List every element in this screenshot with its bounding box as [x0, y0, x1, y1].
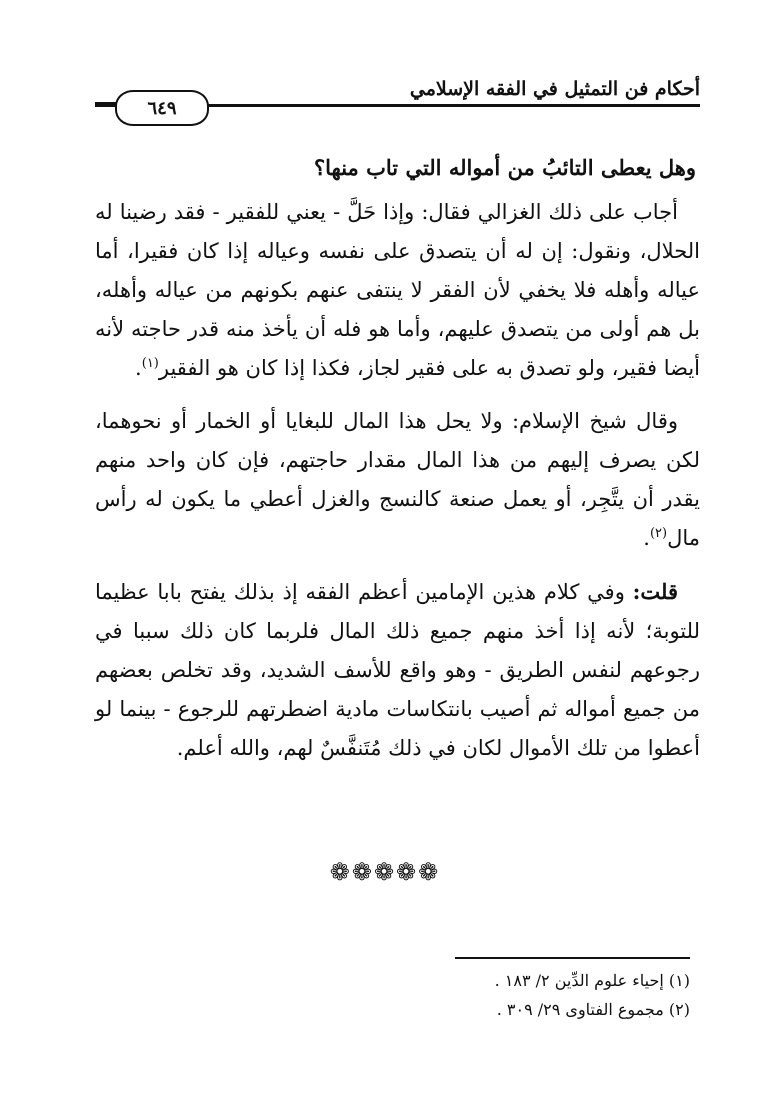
page-header	[95, 72, 700, 122]
footnote-2: (٢) مجموع الفتاوى ٢٩/ ٣٠٩ .	[496, 1000, 690, 1019]
header-rule-left	[95, 102, 117, 105]
paragraph-text: وقال شيخ الإسلام: ولا يحل هذا المال للبغايا أو الخمار أو نحوهما، لكن يصرف إليهم من هذا المال مقدار حاجتهم، فإن كان واحد منهم يقدر أن يتَّجِر، أو يعمل صنعة كالنسج والغزل أعطي ما يكون له رأس مال	[95, 409, 700, 550]
paragraph-author-comment	[95, 572, 700, 768]
page-number: ٦٤٩	[147, 97, 177, 119]
footnote-ref-2[interactable]: (٢)	[649, 526, 668, 541]
footnote-ref-1[interactable]: (١)	[141, 356, 159, 371]
footnote-1: (١) إحياء علوم الدِّين ٢/ ١٨٣ .	[494, 971, 690, 990]
main-text	[95, 148, 700, 782]
footnote-separator	[455, 957, 690, 959]
page-number-badge	[115, 90, 209, 126]
section-heading: وهل يعطى التائبُ من أمواله التي تاب منها؟	[314, 155, 696, 180]
section-ornament: ❁❁❁❁❁	[329, 858, 441, 886]
sentence-end: .	[135, 356, 142, 380]
paragraph-text: أجاب على ذلك الغزالي فقال: وإذا حَلَّ - يعني للفقير - فقد رضينا له الحلال، ونقول: إن له أن يتصدق على نفسه وعياله إذا كان فقيرا، أما عياله وأهله فلا يخفي لأن الفقر لا ينتفى عنهم بكونهم من عياله وأهله، بل هم أولى من يتصدق عليهم، وأما هو فله أن يأخذ منه قدر حاجته لأنه أيضا فقير، ولو تصدق به على فقير لجاز، فكذا إذا كان هو الفقير	[95, 200, 700, 380]
sentence-end: .	[643, 526, 650, 550]
running-title: أحكام فن التمثيل في الفقه الإسلامي	[409, 78, 700, 100]
paragraph-shaykh-al-islam	[95, 402, 700, 558]
footnotes	[370, 966, 690, 1024]
paragraph-ghazali	[95, 193, 700, 388]
paragraph-text: وفي كلام هذين الإمامين أعظم الفقه إذ بذلك يفتح بابا عظيما للتوبة؛ لأنه إذا أخذ منهم جميع ذلك المال فلربما كان ذلك سببا في رجوعهم لنفس الطريق - وهو واقع للأسف الشديد، وقد تخلص بعضهم من جميع أمواله ثم أصيب بانتكاسات مادية اضطرتهم للرجوع - بينما لو أعطوا من تلك الأموال لكان في ذلك مُتَنفَّسٌ لهم، والله أعلم.	[95, 580, 700, 760]
comment-lead: قلت:	[632, 579, 678, 604]
